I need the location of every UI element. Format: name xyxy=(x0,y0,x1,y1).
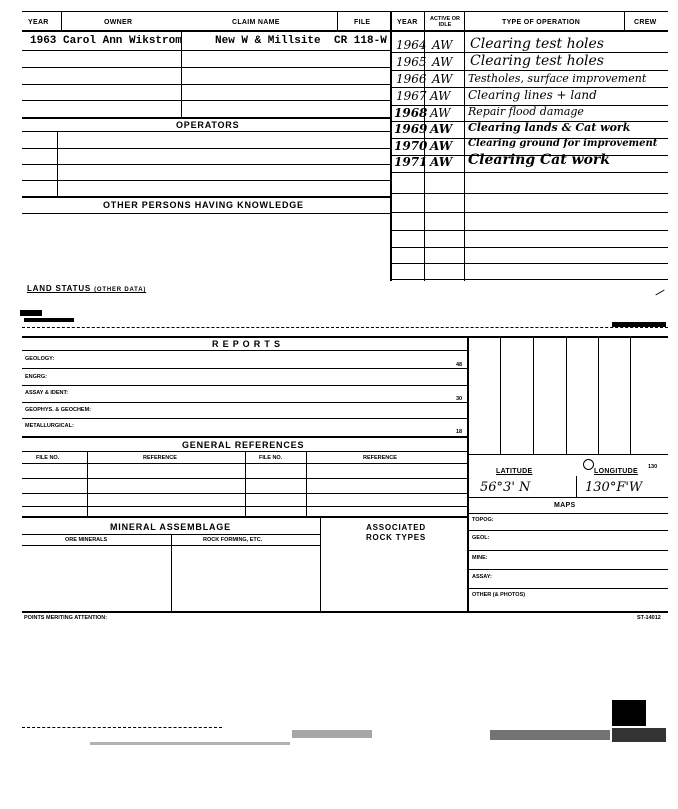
owner-year: 1963 xyxy=(30,35,57,47)
map-label: ASSAY: xyxy=(472,574,492,580)
op-type: Clearing lands & Cat work xyxy=(468,121,631,134)
map-label: TOPOG: xyxy=(472,517,494,523)
land-status-sub: (OTHER DATA) xyxy=(94,287,147,293)
op-year: 1965 xyxy=(396,55,427,69)
map-label: MINE: xyxy=(472,555,488,561)
header-owner: OWNER xyxy=(104,19,133,26)
op-status: AW xyxy=(430,122,453,136)
header-claim-name: CLAIM NAME xyxy=(232,19,280,26)
header-file: FILE xyxy=(354,19,371,26)
op-type: Testholes, surface improvement xyxy=(468,72,647,85)
circled-one-mark xyxy=(583,459,594,470)
ref-reference-1: REFERENCE xyxy=(143,455,177,461)
ref-file-no-1: FILE NO. xyxy=(36,455,60,461)
op-year: 1968 xyxy=(394,106,428,120)
reports-heading: R E P O R T S xyxy=(212,339,281,349)
longitude-label: LONGITUDE xyxy=(594,468,638,475)
land-status-heading: LAND STATUS (OTHER DATA) xyxy=(27,284,147,293)
report-label: METALLURGICAL: xyxy=(25,423,74,429)
op-type: Clearing lines + land xyxy=(468,88,597,102)
ref-file-no-2: FILE NO. xyxy=(259,455,283,461)
report-label: ASSAY & IDENT: xyxy=(25,390,69,396)
report-num: 30 xyxy=(456,396,463,402)
longitude-value: 130°F'W xyxy=(585,480,643,495)
report-label: GEOLOGY: xyxy=(25,356,55,362)
op-status: AW xyxy=(430,89,451,103)
general-references-heading: GENERAL REFERENCES xyxy=(182,440,305,450)
op-year: 1967 xyxy=(396,89,427,103)
other-persons-heading: OTHER PERSONS HAVING KNOWLEDGE xyxy=(103,200,304,210)
op-status: AW xyxy=(432,55,453,69)
mineral-assemblage-heading: MINERAL ASSEMBLAGE xyxy=(110,522,231,532)
latitude-value: 56°3' N xyxy=(480,480,531,495)
rock-forming-header: ROCK FORMING, ETC. xyxy=(203,537,263,543)
header-type-of-operation: TYPE OF OPERATION xyxy=(502,19,581,26)
report-label: ENGRG: xyxy=(25,374,47,380)
op-year: 1970 xyxy=(394,139,428,153)
op-status: AW xyxy=(432,38,453,52)
op-year: 1964 xyxy=(396,38,427,52)
points-meriting-attention: POINTS MERITING ATTENTION: xyxy=(24,615,108,621)
latitude-label: LATITUDE xyxy=(496,468,533,475)
report-num: 48 xyxy=(456,362,463,368)
op-status: AW xyxy=(430,139,453,153)
longitude-extra: 130 xyxy=(648,464,658,470)
report-num: 18 xyxy=(456,429,463,435)
op-status: AW xyxy=(430,106,451,120)
op-year: 1971 xyxy=(394,155,428,169)
map-label: OTHER (& PHOTOS) xyxy=(472,592,526,598)
maps-heading: MAPS xyxy=(554,502,576,509)
op-type: Clearing ground for improvement xyxy=(468,138,658,149)
op-year: 1966 xyxy=(396,72,427,86)
owner-name: Carol Ann Wikstrom xyxy=(63,35,182,47)
op-type: Clearing test holes xyxy=(470,36,604,52)
report-label: GEOPHYS. & GEOCHEM: xyxy=(25,407,92,413)
ore-minerals-header: ORE MINERALS xyxy=(65,537,108,543)
claim-name: New W & Millsite xyxy=(215,35,321,47)
op-type: Clearing Cat work xyxy=(468,152,610,168)
claim-file: CR 118-W xyxy=(334,35,387,47)
map-label: GEOL: xyxy=(472,535,490,541)
header-year: YEAR xyxy=(28,19,49,26)
op-type: Repair flood damage xyxy=(468,105,584,118)
header-active-or-idle: ACTIVE OR IDLE xyxy=(430,16,460,28)
op-year: 1969 xyxy=(394,122,428,136)
op-status: AW xyxy=(432,72,453,86)
ref-reference-2: REFERENCE xyxy=(363,455,397,461)
header-crew: CREW xyxy=(634,19,657,26)
op-type: Clearing test holes xyxy=(470,53,604,69)
header-year-2: YEAR xyxy=(397,19,418,26)
form-number: ST-14012 xyxy=(637,615,661,621)
op-status: AW xyxy=(430,155,453,169)
associated-rock-types-heading: ASSOCIATED ROCK TYPES xyxy=(365,523,426,542)
operators-heading: OPERATORS xyxy=(176,120,240,130)
